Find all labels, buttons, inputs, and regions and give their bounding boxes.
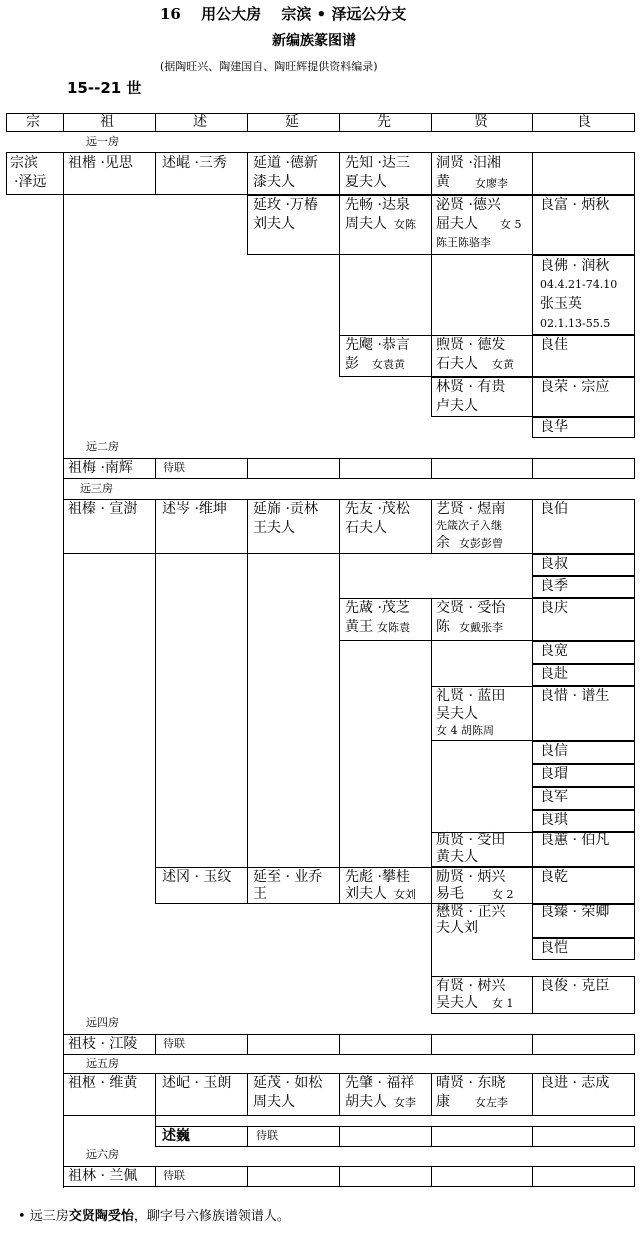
col-zu: 祖: [100, 114, 114, 130]
note: 陈王陈骆李: [436, 236, 491, 249]
name-xian-li2-wife: 易毛: [436, 886, 464, 902]
name-zong: ·泽远: [14, 174, 47, 190]
note: 女廖李: [475, 177, 508, 190]
name-liang-jia: 良佳: [540, 337, 568, 353]
note: 女黄: [492, 358, 514, 371]
name-liang-rong: 良荣 · 宗应: [540, 379, 610, 395]
name-xian-zhi2-wife: 黄夫人: [436, 849, 478, 865]
note: 女左李: [475, 1096, 508, 1109]
name-xian-yi-wife: 余: [436, 535, 450, 551]
name-xian-dong-wife: 黄: [436, 174, 450, 190]
note: 女戴张李: [459, 621, 503, 634]
name-liang-hua: 良华: [540, 419, 568, 435]
name-liang-jin: 良进 · 志成: [540, 1075, 610, 1091]
name-xian-chang: 先畅 ·达泉: [345, 197, 410, 213]
note: 女刘: [394, 888, 416, 901]
note: 女 1: [492, 997, 514, 1010]
col-divider: [247, 1034, 248, 1055]
col-divider: [155, 458, 156, 479]
name-xian-xu: 煦贤 · 德发: [436, 337, 506, 353]
pending-label: 待联: [163, 1037, 185, 1050]
name-xian-qing-wife: 康: [436, 1094, 450, 1110]
name-xian-zhi-wife: 夏夫人: [345, 174, 387, 190]
name-liang-zhen: 良臻 · 荣卿: [540, 904, 610, 920]
note: 女 5: [500, 218, 522, 231]
name-liang-shu: 良叔: [540, 556, 568, 572]
name-yan-mao: 延茂 · 如松: [253, 1075, 323, 1091]
name-liang-fu2: 良赴: [540, 666, 568, 682]
branch-label: 远五房: [86, 1057, 119, 1070]
name-yan-dao: 延道 ·德新: [253, 155, 318, 171]
col-divider: [339, 458, 340, 479]
name-xian-dong: 洞贤 ·汨湘: [436, 155, 501, 171]
name-xian-lin-wife: 卢夫人: [436, 398, 478, 414]
row-shu-wei: [155, 1126, 635, 1147]
name-zong: 宗滨: [10, 155, 38, 171]
pending-label: 待联: [256, 1129, 278, 1142]
col-divider: [339, 113, 340, 132]
note: 女 4 胡陈周: [436, 724, 494, 737]
name-zu-shu: 祖枢 · 维黄: [68, 1075, 138, 1091]
note: 先箴次子入继: [436, 519, 502, 532]
name-liang-fo: 良佛 · 润秋: [540, 258, 610, 274]
name-liang-jun: 良军: [540, 789, 568, 805]
name-xian-you2: 有贤 · 树兴: [436, 978, 506, 994]
tree-line: [431, 255, 432, 335]
name-xian-chang-wife: 周夫人: [345, 216, 387, 232]
name-shu-qi: 述屺 · 玉朗: [162, 1075, 232, 1091]
name-yan-fei: 延旆 ·贡林: [253, 501, 318, 517]
name-liang-fu: 良富 · 炳秋: [540, 197, 610, 213]
tree-line: [247, 554, 248, 867]
col-shu: 述: [193, 114, 207, 130]
note: 女 2: [492, 888, 514, 901]
col-divider: [431, 1126, 432, 1147]
name-yan-zhi: 延至 · 业乔: [253, 869, 323, 885]
name-liang-jun2: 良俊 · 克臣: [540, 978, 610, 994]
col-divider: [532, 1126, 533, 1147]
pending-label: 待联: [163, 461, 185, 474]
col-divider: [339, 1166, 340, 1187]
name-xian-dian: 先蒧 ·茂芝: [345, 600, 410, 616]
name-xian-jiao-wife: 陈: [436, 619, 450, 635]
col-xian: 先: [377, 114, 391, 130]
tree-line: [155, 554, 156, 867]
name-xian-you2-wife: 吴夫人: [436, 995, 478, 1011]
footnote: [18, 1210, 290, 1225]
name-liang-xi: 良惜 · 谱生: [540, 688, 610, 704]
col-divider: [532, 458, 533, 479]
name-xian-li2: 励贤 · 炳兴: [436, 869, 506, 885]
name-zu-zhi: 祖枝 · 江陵: [68, 1036, 138, 1052]
branch-label: 远四房: [86, 1016, 119, 1029]
name-xian-bi: 泌贤 ·德兴: [436, 197, 501, 213]
name-liang-kuan: 良宽: [540, 643, 568, 659]
note: 女彭彭曾: [459, 537, 503, 550]
name-zu-zhen: 祖榛 · 宣澍: [68, 501, 138, 517]
note: 女陈袁: [377, 621, 410, 634]
col-xian2: 贤: [474, 114, 488, 130]
footnote-prefix: • 远三房: [18, 1209, 69, 1224]
name-xian-lin: 林贤 · 有贵: [436, 379, 506, 395]
branch-label: 远六房: [86, 1148, 119, 1161]
col-divider: [247, 1166, 248, 1187]
name-yan-zhi-wife: 王: [253, 886, 267, 902]
name-xian-you-wife: 石夫人: [345, 520, 387, 536]
name-liang-kai: 良恺: [540, 940, 568, 956]
col-divider: [63, 113, 64, 132]
col-divider: [532, 1166, 533, 1187]
branch-label: 远一房: [86, 135, 119, 148]
footnote-suffix: ，聊字号六修族谱领谱人。: [133, 1209, 290, 1224]
name-zu-mei: 祖梅 ·南辉: [68, 460, 133, 476]
name-xian-bi-wife: 屈夫人: [436, 216, 478, 232]
name-yan-mei-wife: 刘夫人: [253, 216, 295, 232]
name-xian-dian-wife: 黄王: [345, 619, 373, 635]
row-zu-zhi: [63, 1034, 635, 1055]
name-xian-si-wife: 彭: [345, 356, 359, 372]
generation-range: 15--21 世: [67, 79, 142, 97]
col-yan: 延: [285, 114, 299, 130]
col-divider: [431, 113, 432, 132]
name-zhang: 张玉英: [540, 296, 582, 312]
name-xian-yi: 艺贤 · 煜南: [436, 501, 506, 517]
name-shu-cen: 述岑 ·维坤: [162, 501, 227, 517]
name-yan-dao-wife: 漆夫人: [253, 174, 295, 190]
name-xian-qing: 晴贤 · 东晓: [436, 1075, 506, 1091]
col-divider: [155, 1166, 156, 1187]
branch-label: 远二房: [86, 440, 119, 453]
row-zu-mei: [63, 458, 635, 479]
tree-line: [339, 554, 533, 598]
name-xian-you: 先友 ·茂松: [345, 501, 410, 517]
col-divider: [431, 458, 432, 479]
name-liang-ji: 良季: [540, 578, 568, 594]
name-liang-qian: 良乾: [540, 869, 568, 885]
name-liang-qi: 良琪: [540, 812, 568, 828]
name-yan-fei-wife: 王夫人: [253, 520, 295, 536]
name-liang-xin: 良信: [540, 743, 568, 759]
col-liang: 良: [577, 114, 591, 130]
name-shu-gang: 述冈 · 玉纹: [162, 869, 232, 885]
name-yan-mei: 延玫 ·万椿: [253, 197, 318, 213]
col-divider: [532, 113, 533, 132]
name-xian-zhi: 先知 ·达三: [345, 155, 410, 171]
name-zu-lin: 祖林 · 兰佩: [68, 1168, 138, 1184]
row-zu-lin: [63, 1166, 635, 1187]
col-divider: [431, 1166, 432, 1187]
name-xian-biao-wife: 刘夫人: [345, 886, 387, 902]
name-xian-si: 先飔 ·恭言: [345, 337, 410, 353]
tree-line: [339, 255, 340, 335]
col-zong: 宗: [26, 114, 40, 130]
name-xian-zhao: 先肇 · 福祥: [345, 1075, 415, 1091]
col-divider: [247, 458, 248, 479]
name-xian-ken: 懋贤 · 正兴: [436, 904, 506, 920]
col-divider: [431, 1034, 432, 1055]
note: 女袁黄: [372, 358, 405, 371]
name-xian-li-wife: 吴夫人: [436, 706, 478, 722]
name-xian-zhi2: 质贤 · 受田: [436, 832, 506, 848]
page-subtitle: 新编族篆图谱: [272, 33, 356, 49]
dates: 02.1.13-55.5: [540, 317, 611, 330]
col-divider: [339, 1034, 340, 1055]
note: 女陈: [394, 218, 416, 231]
name-xian-ken-wife: 夫人刘: [436, 920, 478, 936]
note: 女李: [394, 1096, 416, 1109]
cell-empty: [532, 152, 635, 195]
name-liang-hui: 良蕙 · 伯凡: [540, 832, 610, 848]
pending-label: 待联: [163, 1169, 185, 1182]
name-zu-kai: 祖楷 ·见思: [68, 155, 133, 171]
name-shu-wei: 述巍: [162, 1128, 190, 1144]
dates: 04.4.21-74.10: [540, 278, 618, 291]
name-liang-qing: 良庆: [540, 600, 568, 616]
page-title: 16 用公大房 宗滨 • 泽远公分支: [160, 5, 407, 23]
col-divider: [532, 1034, 533, 1055]
branch-label: 远三房: [80, 482, 113, 495]
name-yan-mao-wife: 周夫人: [253, 1094, 295, 1110]
col-divider: [339, 1126, 340, 1147]
name-liang-mao: 良瑁: [540, 766, 568, 782]
name-liang-bo: 良伯: [540, 501, 568, 517]
source-note: (据陶旺兴、陶建国自、陶旺辉提供资料编录): [160, 60, 378, 73]
name-shu-kun: 述崐 ·三秀: [162, 155, 227, 171]
col-divider: [247, 113, 248, 132]
name-xian-xu-wife: 石夫人: [436, 356, 478, 372]
name-xian-biao: 先彪 ·攀桂: [345, 869, 410, 885]
col-divider: [155, 1034, 156, 1055]
name-xian-li: 礼贤 · 蓝田: [436, 688, 506, 704]
col-divider: [155, 113, 156, 132]
col-divider: [247, 1126, 248, 1147]
name-xian-zhao-wife: 胡夫人: [345, 1094, 387, 1110]
tree-line: [155, 1116, 156, 1126]
name-xian-jiao: 交贤 · 受怡: [436, 600, 506, 616]
footnote-bold: 交贤陶受怡: [68, 1209, 134, 1224]
